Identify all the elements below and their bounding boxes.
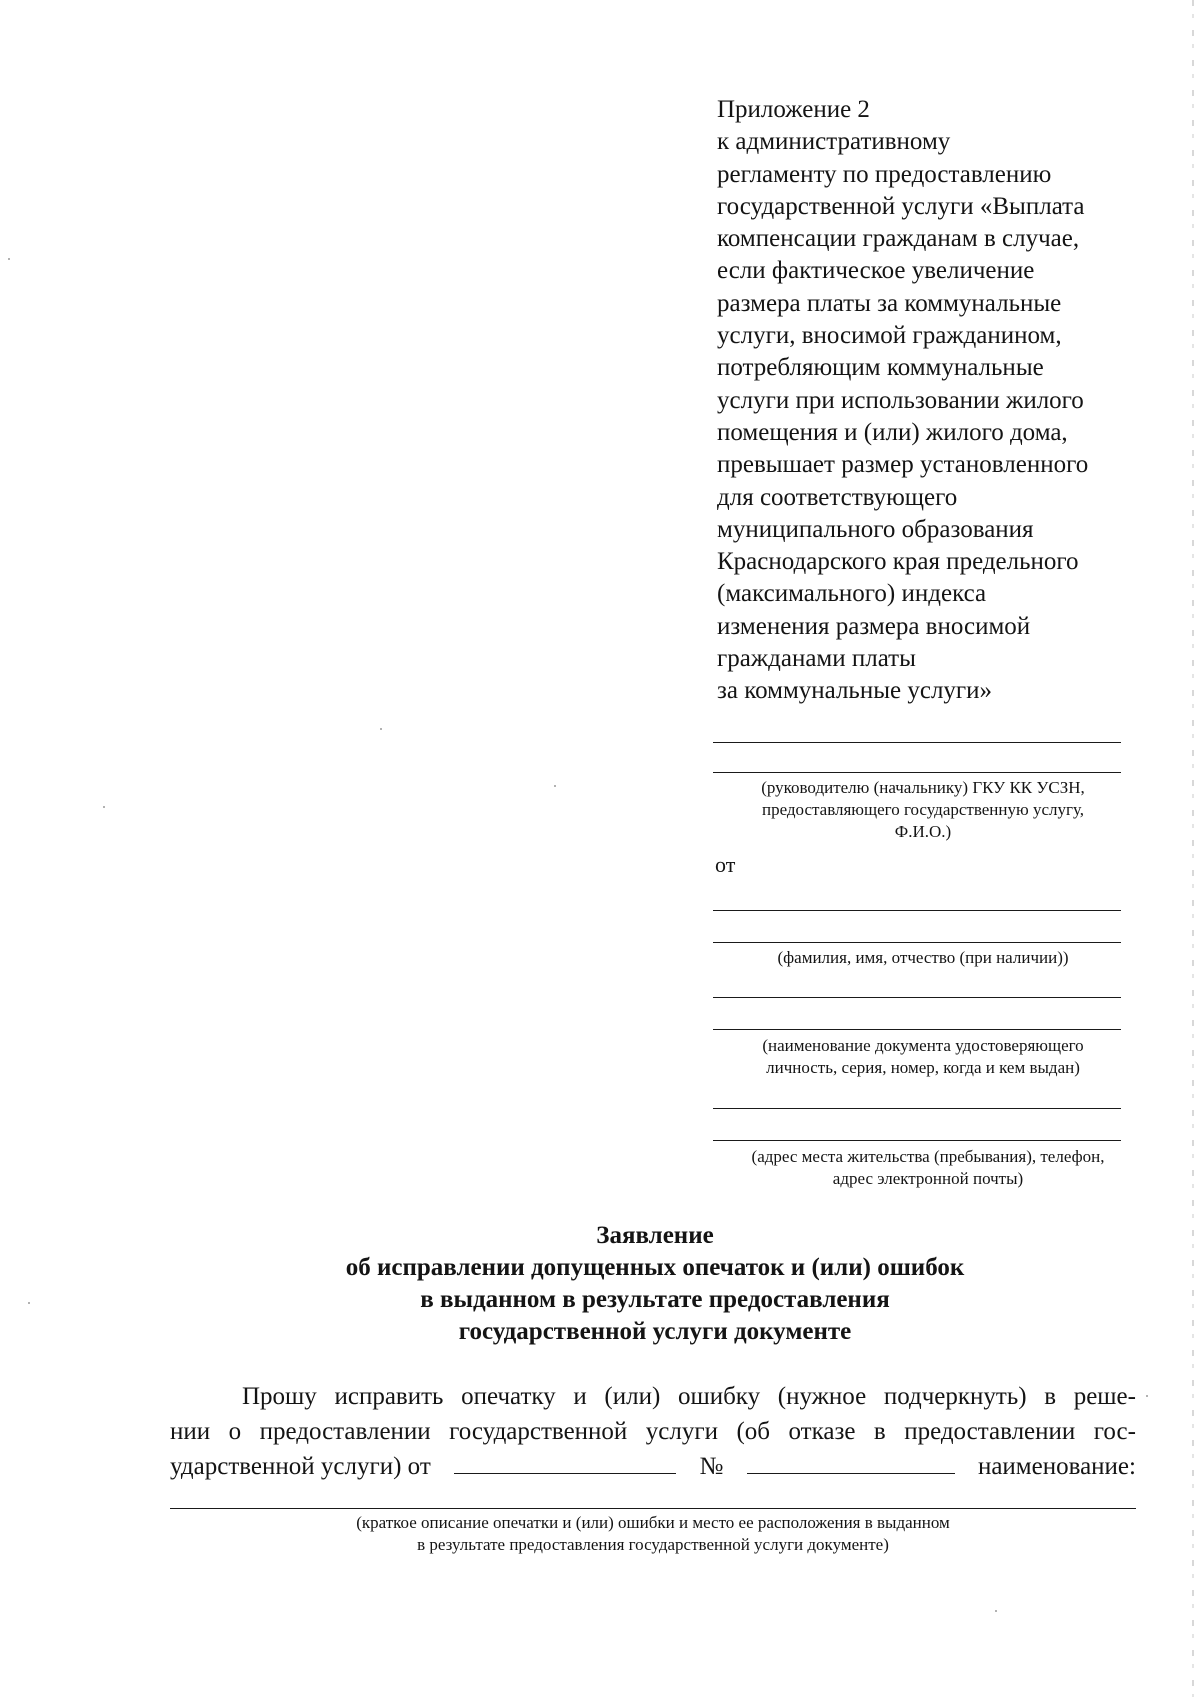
number-blank[interactable] bbox=[747, 1449, 955, 1474]
applicant-name-caption: (фамилия, имя, отчество (при наличии)) bbox=[777, 948, 1069, 967]
appendix-block bbox=[717, 94, 1157, 708]
from-label: от bbox=[715, 852, 736, 877]
description-caption: (краткое описание опечатки и (или) ошибки и место ее расположения в выданном в результате предоставления государственной услуги документе) bbox=[356, 1513, 950, 1554]
applicant-name-line-2[interactable] bbox=[713, 942, 1121, 943]
addressee-caption: (руководителю (начальнику) ГКУ КК УСЗН, предоставляющего государственную услугу, Ф.И.О.) bbox=[761, 778, 1085, 841]
applicant-address-line-1[interactable] bbox=[713, 1108, 1121, 1109]
scan-edge-artifact bbox=[1192, 0, 1194, 1697]
appendix-line: регламенту по предоставлению bbox=[717, 160, 1052, 188]
scan-speck bbox=[103, 806, 105, 808]
appendix-line: муниципального образования bbox=[717, 515, 1034, 543]
applicant-id-line-1[interactable] bbox=[713, 997, 1121, 998]
scan-speck bbox=[1146, 1395, 1148, 1397]
appendix-line: помещения и (или) жилого дома, bbox=[717, 418, 1068, 446]
appendix-line: для соответствующего bbox=[717, 483, 958, 511]
appendix-line: Краснодарского края предельного bbox=[717, 548, 1079, 576]
scan-speck bbox=[8, 258, 10, 260]
date-blank[interactable] bbox=[454, 1449, 676, 1474]
appendix-line: изменения размера вносимой bbox=[717, 612, 1031, 640]
appendix-line: если фактическое увеличение bbox=[717, 257, 1035, 285]
request-paragraph bbox=[170, 1379, 1136, 1484]
appendix-line: услуги при использовании жилого bbox=[717, 386, 1084, 414]
applicant-id-line-2[interactable] bbox=[713, 1029, 1121, 1030]
applicant-id-caption: (наименование документа удостоверяющего личность, серия, номер, когда и кем выдан) bbox=[762, 1036, 1084, 1077]
appendix-line: Приложение 2 bbox=[717, 96, 870, 123]
addressee-line-2[interactable] bbox=[713, 772, 1121, 773]
scan-speck bbox=[554, 785, 556, 787]
appendix-line: к административному bbox=[717, 128, 951, 156]
applicant-address-caption: (адрес места жительства (пребывания), телефон, адрес электронной почты) bbox=[751, 1147, 1105, 1188]
appendix-line: превышает размер установленного bbox=[717, 451, 1089, 479]
appendix-line: компенсации гражданам в случае, bbox=[717, 225, 1080, 253]
addressee-line-1[interactable] bbox=[713, 742, 1121, 743]
appendix-line: (максимального) индекса bbox=[717, 580, 987, 608]
appendix-line: услуги, вносимой гражданином, bbox=[717, 322, 1062, 350]
appendix-line: государственной услуги «Выплата bbox=[717, 192, 1085, 220]
appendix-line: потребляющим коммунальные bbox=[717, 354, 1044, 382]
scan-speck bbox=[28, 1302, 30, 1304]
application-title: Заявление об исправлении допущенных опечаток и (или) ошибок в выданном в результате предоставления государственной услуги документе bbox=[345, 1222, 965, 1345]
description-line[interactable] bbox=[170, 1508, 1136, 1509]
paragraph-line-3: ударственной услуги) от № наименование: bbox=[170, 1449, 1136, 1484]
scan-speck bbox=[380, 728, 382, 730]
applicant-name-line-1[interactable] bbox=[713, 910, 1121, 911]
appendix-line: за коммунальные услуги» bbox=[717, 677, 993, 705]
appendix-line: гражданами платы bbox=[717, 645, 916, 673]
paragraph-line-2: нии о предоставлении государственной услуги (об отказе в предоставлении гос- bbox=[170, 1418, 1136, 1445]
appendix-line: размера платы за коммунальные bbox=[717, 289, 1062, 317]
paragraph-line-1: Прошу исправить опечатку и (или) ошибку (нужное подчеркнуть) в реше- bbox=[242, 1383, 1136, 1410]
scan-speck bbox=[995, 1610, 997, 1612]
applicant-address-line-2[interactable] bbox=[713, 1140, 1121, 1141]
